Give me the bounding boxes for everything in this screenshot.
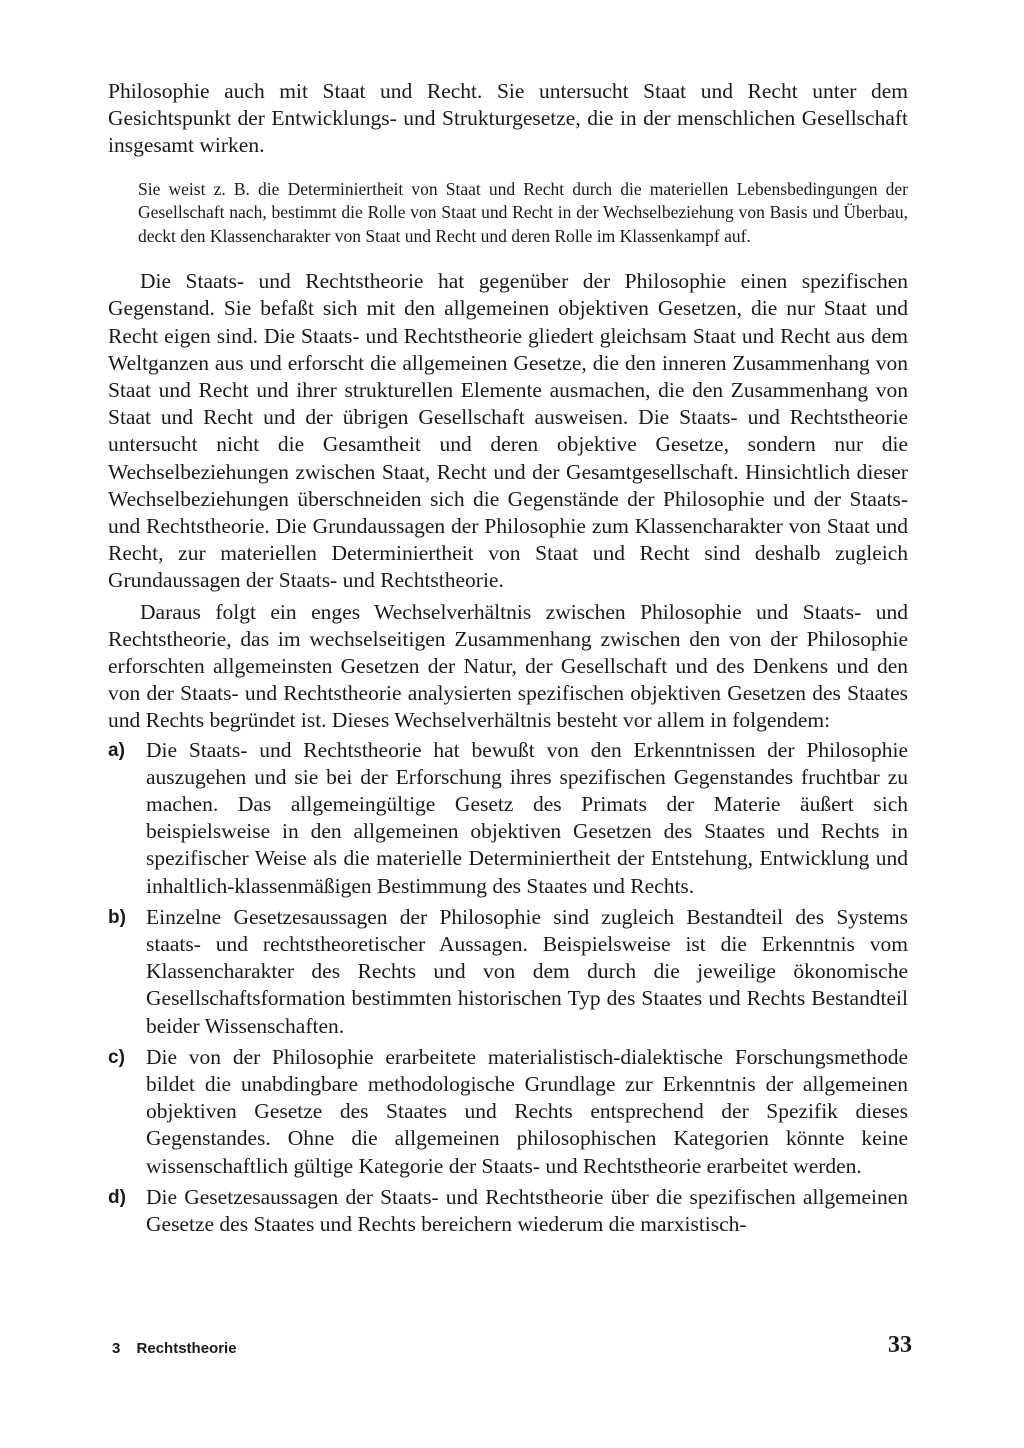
list-marker: a) xyxy=(108,739,125,761)
list-marker: b) xyxy=(108,906,126,928)
list-item-c xyxy=(108,1044,908,1180)
page-body xyxy=(108,78,908,1242)
list-item-text: Die Staats- und Rechtstheorie hat bewußt von den Erkenntnissen der Philosophie auszugehen und sie bei der Erforschung ihres spezifischen Gegenstandes fruchtbar zu machen. Das allgemeingültige Gesetz des Primats der Materie äußert sich beispielsweise in den allgemeinen objektiven Gesetzen des Staates und Rechts in spezifischer Weise als die materielle Determiniertheit der Entstehung, Entwicklung und inhaltlich-klassenmäßigen Bestimmung des Staates und Rechts. xyxy=(146,737,908,898)
list-item-b xyxy=(108,904,908,1040)
printer-signature xyxy=(112,1340,237,1357)
paragraph-relationship: Daraus folgt ein enges Wechselverhältnis zwischen Philosophie und Staats- und Rechtstheorie, das im wechselseitigen Zusammenhang zwischen den von der Philosophie erforschten allgemeinsten Gesetzen der Natur, der Gesellschaft und des Denkens und den von der Staats- und Rechtstheorie analysierten spezifischen objektiven Gesetzen des Staates und Rechts begründet ist. Dieses Wechselverhältnis besteht vor allem in folgendem: xyxy=(108,599,908,733)
list-item-d xyxy=(108,1184,908,1238)
list-marker: d) xyxy=(108,1186,126,1208)
relationship-list xyxy=(108,737,908,1239)
list-item-text: Einzelne Gesetzesaussagen der Philosophie sind zugleich Bestandteil des Systems staats- und rechtstheoretischer Aussagen. Beispielsweise ist die Erkenntnis vom Klassencharakter des Rechts und von dem durch die jeweilige ökonomische Gesellschaftsformation bestimmten historischen Typ des Staates und Rechts Bestandteil beider Wissenschaften. xyxy=(146,904,908,1038)
list-item-text: Die von der Philosophie erarbeitete materialistisch-dialektische Forschungsmethode bildet die unabdingbare methodologische Grundlage zur Erkenntnis der allgemeinen objektiven Gesetze des Staates und Rechts entsprechend der Spezifik dieses Gegenstandes. Ohne die allgemeinen philosophischen Kategorien könnte keine wissenschaftlich gültige Kategorie der Staats- und Rechtstheorie erarbeitet werden. xyxy=(146,1044,908,1178)
note-paragraph: Sie weist z. B. die Determiniertheit von Staat und Recht durch die materiellen Lebensbedingungen der Gesellschaft nach, bestimmt die Rolle von Staat und Recht in der Wechselbeziehung von Basis und Überbau, deckt den Klassencharakter von Staat und Recht und deren Rolle im Klassenkampf auf. xyxy=(138,178,908,246)
signature-number: 3 xyxy=(112,1340,121,1357)
page-number: 33 xyxy=(888,1332,912,1358)
list-marker: c) xyxy=(108,1046,125,1068)
page-footer xyxy=(112,1332,912,1362)
paragraph-subject: Die Staats- und Rechtstheorie hat gegenüber der Philosophie einen spezifischen Gegenstand. Sie befaßt sich mit den allgemeinen objektiven Gesetzen, die nur Staat und Recht eigen sind. Die Staats- und Rechtstheorie gliedert gleichsam Staat und Recht aus dem Weltganzen aus und erforscht die allgemeinen Gesetze, die den inneren Zusammenhang von Staat und Recht und ihrer strukturellen Elemente ausmachen, die den Zusammenhang von Staat und Recht und der übrigen Gesellschaft ausweisen. Die Staats- und Rechtstheorie untersucht nicht die Gesamtheit und deren objektive Gesetze, sondern nur die Wechselbeziehungen zwischen Staat, Recht und der Gesamtgesellschaft. Hinsichtlich dieser Wechselbeziehungen überschneiden sich die Gegenstände der Philosophie und der Staats- und Rechtstheorie. Die Grundaussagen der Philosophie zum Klassencharakter von Staat und Recht, zur materiellen Determiniertheit von Staat und Recht sind deshalb zugleich Grundaussagen der Staats- und Rechtstheorie. xyxy=(108,269,908,593)
list-item-text: Die Gesetzesaussagen der Staats- und Rechtstheorie über die spezifischen allgemeinen Gesetze des Staates und Rechts bereichern wiederum die marxistisch- xyxy=(146,1184,908,1237)
paragraph-continuation: Philosophie auch mit Staat und Recht. Sie untersucht Staat und Recht unter dem Gesichtspunkt der Entwicklungs- und Strukturgesetze, die in der menschlichen Gesellschaft insgesamt wirken. xyxy=(108,79,908,158)
signature-title: Rechtstheorie xyxy=(136,1340,237,1357)
list-item-a xyxy=(108,737,908,900)
